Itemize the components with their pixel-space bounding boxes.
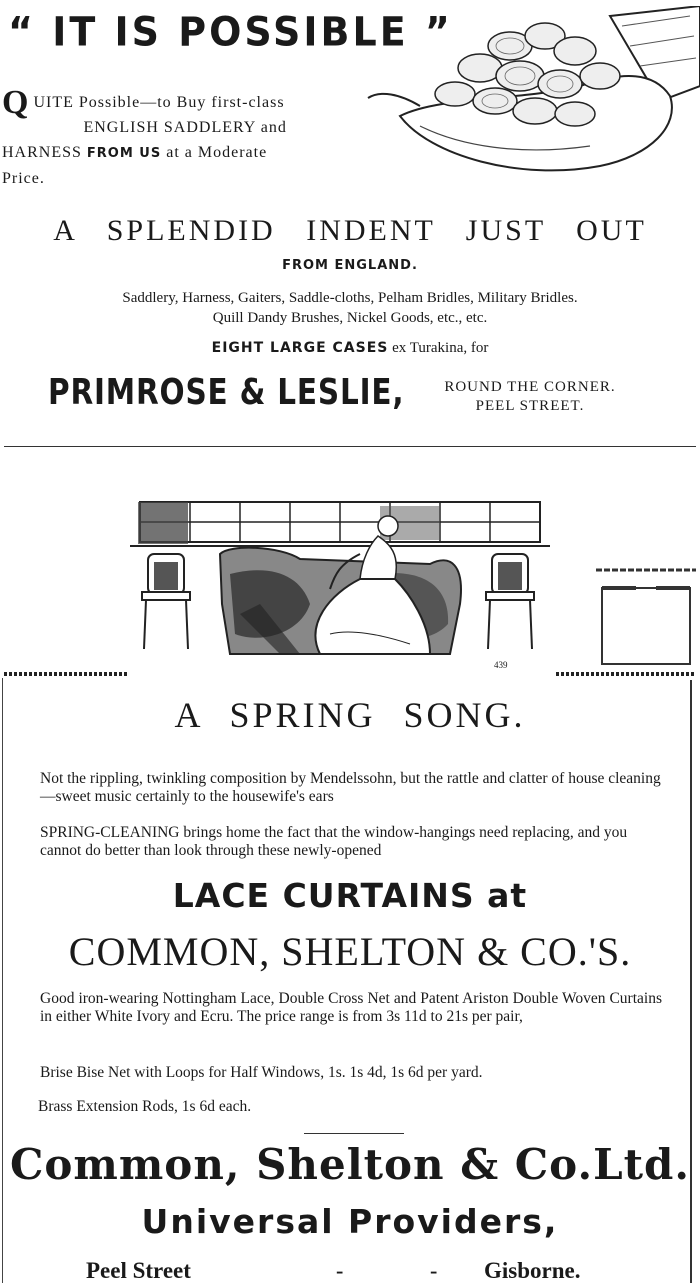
lace-curtains-heading: LACE CURTAINS at	[172, 876, 528, 915]
goods-list	[0, 288, 700, 328]
intro-line-3b: FROM US	[86, 146, 162, 161]
street-name: Peel Street	[86, 1258, 191, 1283]
hand-holding-coins-icon	[360, 6, 700, 186]
framed-panel-icon	[596, 566, 696, 676]
goods-line-1: Saddlery, Harness, Gaiters, Saddle-cloths, Pelham Bridles, Military Bridles.	[122, 290, 578, 306]
cases-rest: ex Turakina, for	[392, 340, 489, 356]
intro-line-1: UITE Possible—to Buy first-class	[33, 94, 285, 111]
spring-cleaning-illustration	[130, 484, 550, 674]
section-divider	[4, 446, 696, 447]
address-line-2: PEEL STREET.	[475, 398, 585, 414]
paragraph-brass-rods: Brass Extension Rods, 1s 6d each.	[38, 1098, 252, 1115]
common-shelton-heading: COMMON, SHELTON & CO.'S.	[68, 929, 632, 974]
rule-right	[556, 672, 696, 676]
town-name: Gisborne.	[484, 1258, 581, 1283]
intro-line-2: ENGLISH SADDLERY and	[83, 119, 287, 136]
ad-intro-text	[2, 84, 342, 191]
ad-headline: “ IT IS POSSIBLE ”	[8, 8, 453, 56]
paragraph-brise-bise: Brise Bise Net with Loops for Half Windows, 1s. 1s 4d, 1s 6d per yard.	[40, 1064, 483, 1081]
intro-line-3a: HARNESS	[2, 144, 82, 161]
indent-heading: A SPLENDID INDENT JUST OUT	[53, 214, 647, 247]
border-right	[690, 680, 692, 1283]
rule-left	[4, 672, 128, 676]
border-left	[2, 678, 3, 1283]
company-name: Common, Shelton & Co.Ltd.	[9, 1140, 691, 1189]
company-tagline: Universal Providers,	[141, 1202, 559, 1241]
paragraph-mendelssohn: Not the rippling, twinkling composition by Mendelssohn, but the rattle and clatter of house cleaning—sweet music certainly to the housewife's ears	[40, 770, 661, 805]
cases-bold: EIGHT LARGE CASES	[211, 340, 389, 356]
footer-dash-1: -	[336, 1258, 344, 1283]
goods-line-2: Quill Dandy Brushes, Nickel Goods, etc., etc.	[212, 310, 488, 326]
intro-line-3c: at a Moderate	[166, 144, 268, 161]
from-england: FROM ENGLAND.	[282, 258, 418, 273]
paragraph-spring-cleaning: SPRING-CLEANING brings home the fact that the window-hangings need replacing, and you cannot do better than look through these newly-opened	[40, 824, 628, 859]
address-line-1: ROUND THE CORNER.	[444, 379, 616, 395]
drop-cap: Q	[2, 84, 30, 121]
short-divider	[304, 1133, 404, 1134]
paragraph-curtains: Good iron-wearing Nottingham Lace, Double Cross Net and Patent Ariston Double Woven Curtains in either White Ivory and Ecru. The price range is from 3s 11d to 21s per pair,	[40, 990, 662, 1025]
spring-song-title: A SPRING SONG.	[174, 695, 526, 735]
merchant-address	[420, 378, 640, 416]
intro-line-4: Price.	[2, 170, 45, 187]
footer-dash-2: -	[430, 1258, 438, 1283]
merchant-name: PRIMROSE & LESLIE,	[48, 372, 405, 413]
figure-number: 439	[494, 660, 508, 670]
cases-line	[0, 340, 700, 357]
